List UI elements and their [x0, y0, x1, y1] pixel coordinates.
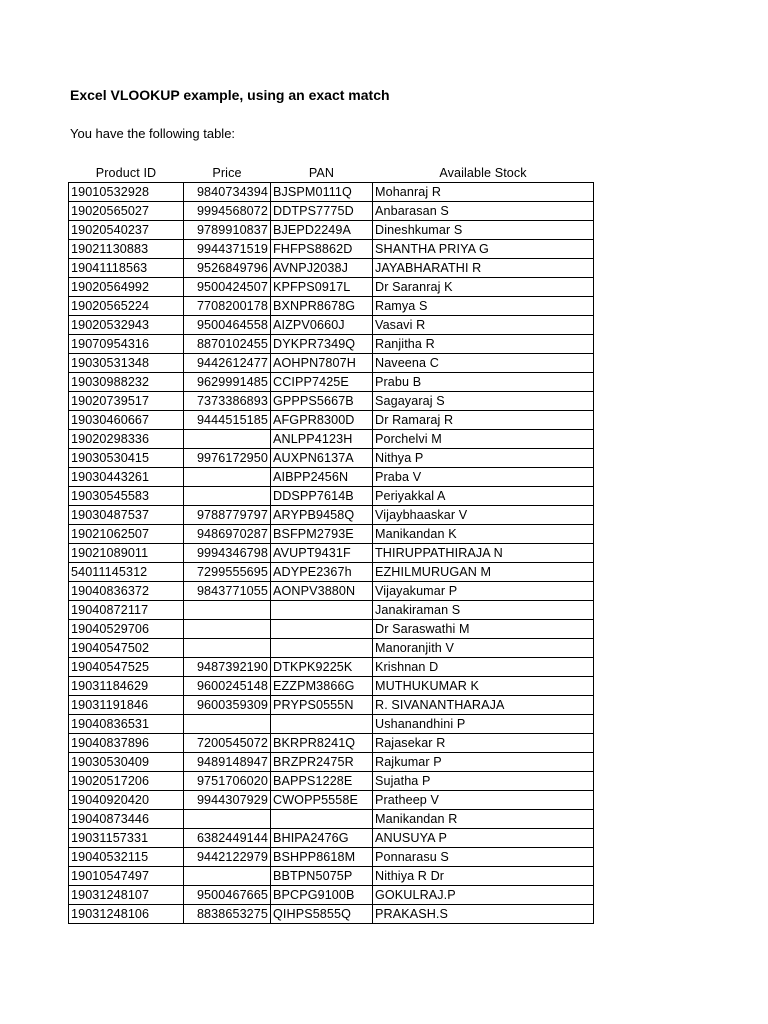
table-row	[69, 715, 594, 734]
available-stock-cell: Nithiya R Dr	[373, 867, 594, 886]
available-stock-cell: Sujatha P	[373, 772, 594, 791]
pan-cell: PRYPS0555N	[271, 696, 373, 715]
product-id-cell: 19020739517	[69, 392, 184, 411]
price-cell: 9600359309	[184, 696, 271, 715]
available-stock-cell: Dr Saraswathi M	[373, 620, 594, 639]
table-row	[69, 259, 594, 278]
table-row	[69, 525, 594, 544]
table-header	[69, 164, 594, 183]
table-row	[69, 468, 594, 487]
pan-cell: GPPPS5667B	[271, 392, 373, 411]
pan-cell: BRZPR2475R	[271, 753, 373, 772]
pan-cell: BPCPG9100B	[271, 886, 373, 905]
pan-cell: KPFPS0917L	[271, 278, 373, 297]
available-stock-cell: Vasavi R	[373, 316, 594, 335]
header-available-stock: Available Stock	[439, 166, 527, 180]
price-cell: 9789910837	[184, 221, 271, 240]
product-id-cell: 19020565027	[69, 202, 184, 221]
table-row	[69, 734, 594, 753]
table-row	[69, 848, 594, 867]
price-cell: 7299555695	[184, 563, 271, 582]
product-id-cell: 19020540237	[69, 221, 184, 240]
product-id-cell: 19070954316	[69, 335, 184, 354]
price-cell: 6382449144	[184, 829, 271, 848]
price-cell: 9500424507	[184, 278, 271, 297]
product-id-cell: 19030443261	[69, 468, 184, 487]
available-stock-cell: ANUSUYA P	[373, 829, 594, 848]
price-cell: 9500467665	[184, 886, 271, 905]
product-id-cell: 19040836372	[69, 582, 184, 601]
available-stock-cell: THIRUPPATHIRAJA N	[373, 544, 594, 563]
price-cell: 9629991485	[184, 373, 271, 392]
price-cell: 9442612477	[184, 354, 271, 373]
product-id-cell: 19040532115	[69, 848, 184, 867]
table-row	[69, 373, 594, 392]
product-id-cell: 19020532943	[69, 316, 184, 335]
price-cell: 9994346798	[184, 544, 271, 563]
pan-cell	[271, 715, 373, 734]
table-row	[69, 544, 594, 563]
table-row	[69, 240, 594, 259]
pan-cell	[271, 601, 373, 620]
product-id-cell: 19040547525	[69, 658, 184, 677]
pan-cell: BSHPP8618M	[271, 848, 373, 867]
price-cell: 9442122979	[184, 848, 271, 867]
price-cell: 7373386893	[184, 392, 271, 411]
product-id-cell: 19020564992	[69, 278, 184, 297]
pan-cell: BAPPS1228E	[271, 772, 373, 791]
product-id-cell: 19040547502	[69, 639, 184, 658]
price-cell	[184, 639, 271, 658]
available-stock-cell: SHANTHA PRIYA G	[373, 240, 594, 259]
pan-cell: QIHPS5855Q	[271, 905, 373, 924]
pan-cell: ANLPP4123H	[271, 430, 373, 449]
product-id-cell: 19021089011	[69, 544, 184, 563]
header-product-id: Product ID	[95, 166, 157, 180]
available-stock-cell: Anbarasan S	[373, 202, 594, 221]
price-cell: 9444515185	[184, 411, 271, 430]
price-cell	[184, 620, 271, 639]
price-cell	[184, 810, 271, 829]
pan-cell: AIBPP2456N	[271, 468, 373, 487]
pan-cell: DYKPR7349Q	[271, 335, 373, 354]
product-id-cell: 19031191846	[69, 696, 184, 715]
product-id-cell: 19031184629	[69, 677, 184, 696]
price-cell: 9944371519	[184, 240, 271, 259]
table-row	[69, 392, 594, 411]
price-cell: 9976172950	[184, 449, 271, 468]
pan-cell: AOHPN7807H	[271, 354, 373, 373]
table-row	[69, 867, 594, 886]
table-row	[69, 582, 594, 601]
table-row	[69, 696, 594, 715]
table-row	[69, 354, 594, 373]
available-stock-cell: R. SIVANANTHARAJA	[373, 696, 594, 715]
available-stock-cell: JAYABHARATHI R	[373, 259, 594, 278]
product-id-cell: 19020565224	[69, 297, 184, 316]
price-cell: 9500464558	[184, 316, 271, 335]
product-id-cell: 19040836531	[69, 715, 184, 734]
table-row	[69, 791, 594, 810]
table-row	[69, 886, 594, 905]
available-stock-cell: Praba V	[373, 468, 594, 487]
available-stock-cell: Sagayaraj S	[373, 392, 594, 411]
available-stock-cell: Periyakkal A	[373, 487, 594, 506]
pan-cell	[271, 810, 373, 829]
available-stock-cell: Janakiraman S	[373, 601, 594, 620]
pan-cell: DTKPK9225K	[271, 658, 373, 677]
table-row	[69, 677, 594, 696]
price-cell: 8870102455	[184, 335, 271, 354]
pan-cell: DDTPS7775D	[271, 202, 373, 221]
product-id-cell: 19040837896	[69, 734, 184, 753]
pan-cell: AFGPR8300D	[271, 411, 373, 430]
price-cell: 8838653275	[184, 905, 271, 924]
intro-text: You have the following table:	[70, 126, 236, 141]
pan-cell: BJEPD2249A	[271, 221, 373, 240]
table-row	[69, 905, 594, 924]
table-row	[69, 183, 594, 202]
table-row	[69, 658, 594, 677]
pan-cell: BKRPR8241Q	[271, 734, 373, 753]
table-row	[69, 753, 594, 772]
available-stock-cell: Vijaybhaaskar V	[373, 506, 594, 525]
product-id-cell: 19031157331	[69, 829, 184, 848]
pan-cell	[271, 639, 373, 658]
pan-cell: BSFPM2793E	[271, 525, 373, 544]
available-stock-cell: Dr Saranraj K	[373, 278, 594, 297]
price-cell: 9944307929	[184, 791, 271, 810]
stock-table	[68, 164, 594, 924]
table-row	[69, 810, 594, 829]
pan-cell: CWOPP5558E	[271, 791, 373, 810]
product-id-cell: 19040529706	[69, 620, 184, 639]
available-stock-cell: Ponnarasu S	[373, 848, 594, 867]
price-cell: 9489148947	[184, 753, 271, 772]
table-row	[69, 335, 594, 354]
pan-cell: AVUPT9431F	[271, 544, 373, 563]
available-stock-cell: Prabu B	[373, 373, 594, 392]
price-cell: 7708200178	[184, 297, 271, 316]
price-cell: 9600245148	[184, 677, 271, 696]
available-stock-cell: Manikandan K	[373, 525, 594, 544]
table-row	[69, 620, 594, 639]
available-stock-cell: Mohanraj R	[373, 183, 594, 202]
pan-cell: ADYPE2367h	[271, 563, 373, 582]
table-row	[69, 449, 594, 468]
price-cell	[184, 487, 271, 506]
table-row	[69, 601, 594, 620]
price-cell: 9843771055	[184, 582, 271, 601]
price-cell	[184, 430, 271, 449]
product-id-cell: 19030530415	[69, 449, 184, 468]
pan-cell: ARYPB9458Q	[271, 506, 373, 525]
header-price: Price	[212, 166, 242, 180]
available-stock-cell: Ranjitha R	[373, 335, 594, 354]
pan-cell: BXNPR8678G	[271, 297, 373, 316]
product-id-cell: 19030530409	[69, 753, 184, 772]
pan-cell: AUXPN6137A	[271, 449, 373, 468]
table-row	[69, 221, 594, 240]
available-stock-cell: Krishnan D	[373, 658, 594, 677]
product-id-cell: 19041118563	[69, 259, 184, 278]
product-id-cell: 19030531348	[69, 354, 184, 373]
available-stock-cell: Manikandan R	[373, 810, 594, 829]
document-title: Excel VLOOKUP example, using an exact match	[70, 87, 390, 103]
available-stock-cell: Manoranjith V	[373, 639, 594, 658]
available-stock-cell: Dineshkumar S	[373, 221, 594, 240]
pan-cell: BJSPM0111Q	[271, 183, 373, 202]
product-id-cell: 19030545583	[69, 487, 184, 506]
pan-cell: FHFPS8862D	[271, 240, 373, 259]
available-stock-cell: Vijayakumar P	[373, 582, 594, 601]
table-row	[69, 202, 594, 221]
pan-cell: EZZPM3866G	[271, 677, 373, 696]
header-row	[69, 164, 594, 183]
available-stock-cell: Dr Ramaraj R	[373, 411, 594, 430]
pan-cell: BBTPN5075P	[271, 867, 373, 886]
table-row	[69, 829, 594, 848]
product-id-cell: 19040873446	[69, 810, 184, 829]
available-stock-cell: EZHILMURUGAN M	[373, 563, 594, 582]
pan-cell: AVNPJ2038J	[271, 259, 373, 278]
available-stock-cell: Pratheep V	[373, 791, 594, 810]
table-row	[69, 430, 594, 449]
available-stock-cell: Rajasekar R	[373, 734, 594, 753]
price-cell	[184, 601, 271, 620]
price-cell: 9751706020	[184, 772, 271, 791]
available-stock-cell: Rajkumar P	[373, 753, 594, 772]
product-id-cell: 19030460667	[69, 411, 184, 430]
product-id-cell: 19030988232	[69, 373, 184, 392]
product-id-cell: 19010532928	[69, 183, 184, 202]
pan-cell: AONPV3880N	[271, 582, 373, 601]
product-id-cell: 19040920420	[69, 791, 184, 810]
price-cell: 9840734394	[184, 183, 271, 202]
available-stock-cell: PRAKASH.S	[373, 905, 594, 924]
product-id-cell: 19031248106	[69, 905, 184, 924]
price-cell	[184, 867, 271, 886]
product-id-cell: 19021130883	[69, 240, 184, 259]
price-cell: 9486970287	[184, 525, 271, 544]
price-cell: 9994568072	[184, 202, 271, 221]
price-cell	[184, 468, 271, 487]
table-row	[69, 411, 594, 430]
pan-cell: CCIPP7425E	[271, 373, 373, 392]
table-row	[69, 316, 594, 335]
table-row	[69, 563, 594, 582]
price-cell: 7200545072	[184, 734, 271, 753]
table-row	[69, 297, 594, 316]
pan-cell: AIZPV0660J	[271, 316, 373, 335]
available-stock-cell: Ramya S	[373, 297, 594, 316]
product-id-cell: 19031248107	[69, 886, 184, 905]
table-body	[69, 183, 594, 924]
price-cell: 9487392190	[184, 658, 271, 677]
available-stock-cell: GOKULRAJ.P	[373, 886, 594, 905]
product-id-cell: 19020298336	[69, 430, 184, 449]
table-row	[69, 506, 594, 525]
available-stock-cell: Porchelvi M	[373, 430, 594, 449]
price-cell: 9788779797	[184, 506, 271, 525]
available-stock-cell: MUTHUKUMAR K	[373, 677, 594, 696]
product-id-cell: 19010547497	[69, 867, 184, 886]
pan-cell: BHIPA2476G	[271, 829, 373, 848]
table-row	[69, 278, 594, 297]
price-cell	[184, 715, 271, 734]
available-stock-cell: Nithya P	[373, 449, 594, 468]
available-stock-cell: Ushanandhini P	[373, 715, 594, 734]
header-pan: PAN	[308, 166, 335, 180]
product-id-cell: 54011145312	[69, 563, 184, 582]
table-row	[69, 487, 594, 506]
table-row	[69, 772, 594, 791]
table-row	[69, 639, 594, 658]
product-id-cell: 19030487537	[69, 506, 184, 525]
available-stock-cell: Naveena C	[373, 354, 594, 373]
pan-cell	[271, 620, 373, 639]
price-cell: 9526849796	[184, 259, 271, 278]
product-id-cell: 19021062507	[69, 525, 184, 544]
product-id-cell: 19040872117	[69, 601, 184, 620]
pan-cell: DDSPP7614B	[271, 487, 373, 506]
product-id-cell: 19020517206	[69, 772, 184, 791]
